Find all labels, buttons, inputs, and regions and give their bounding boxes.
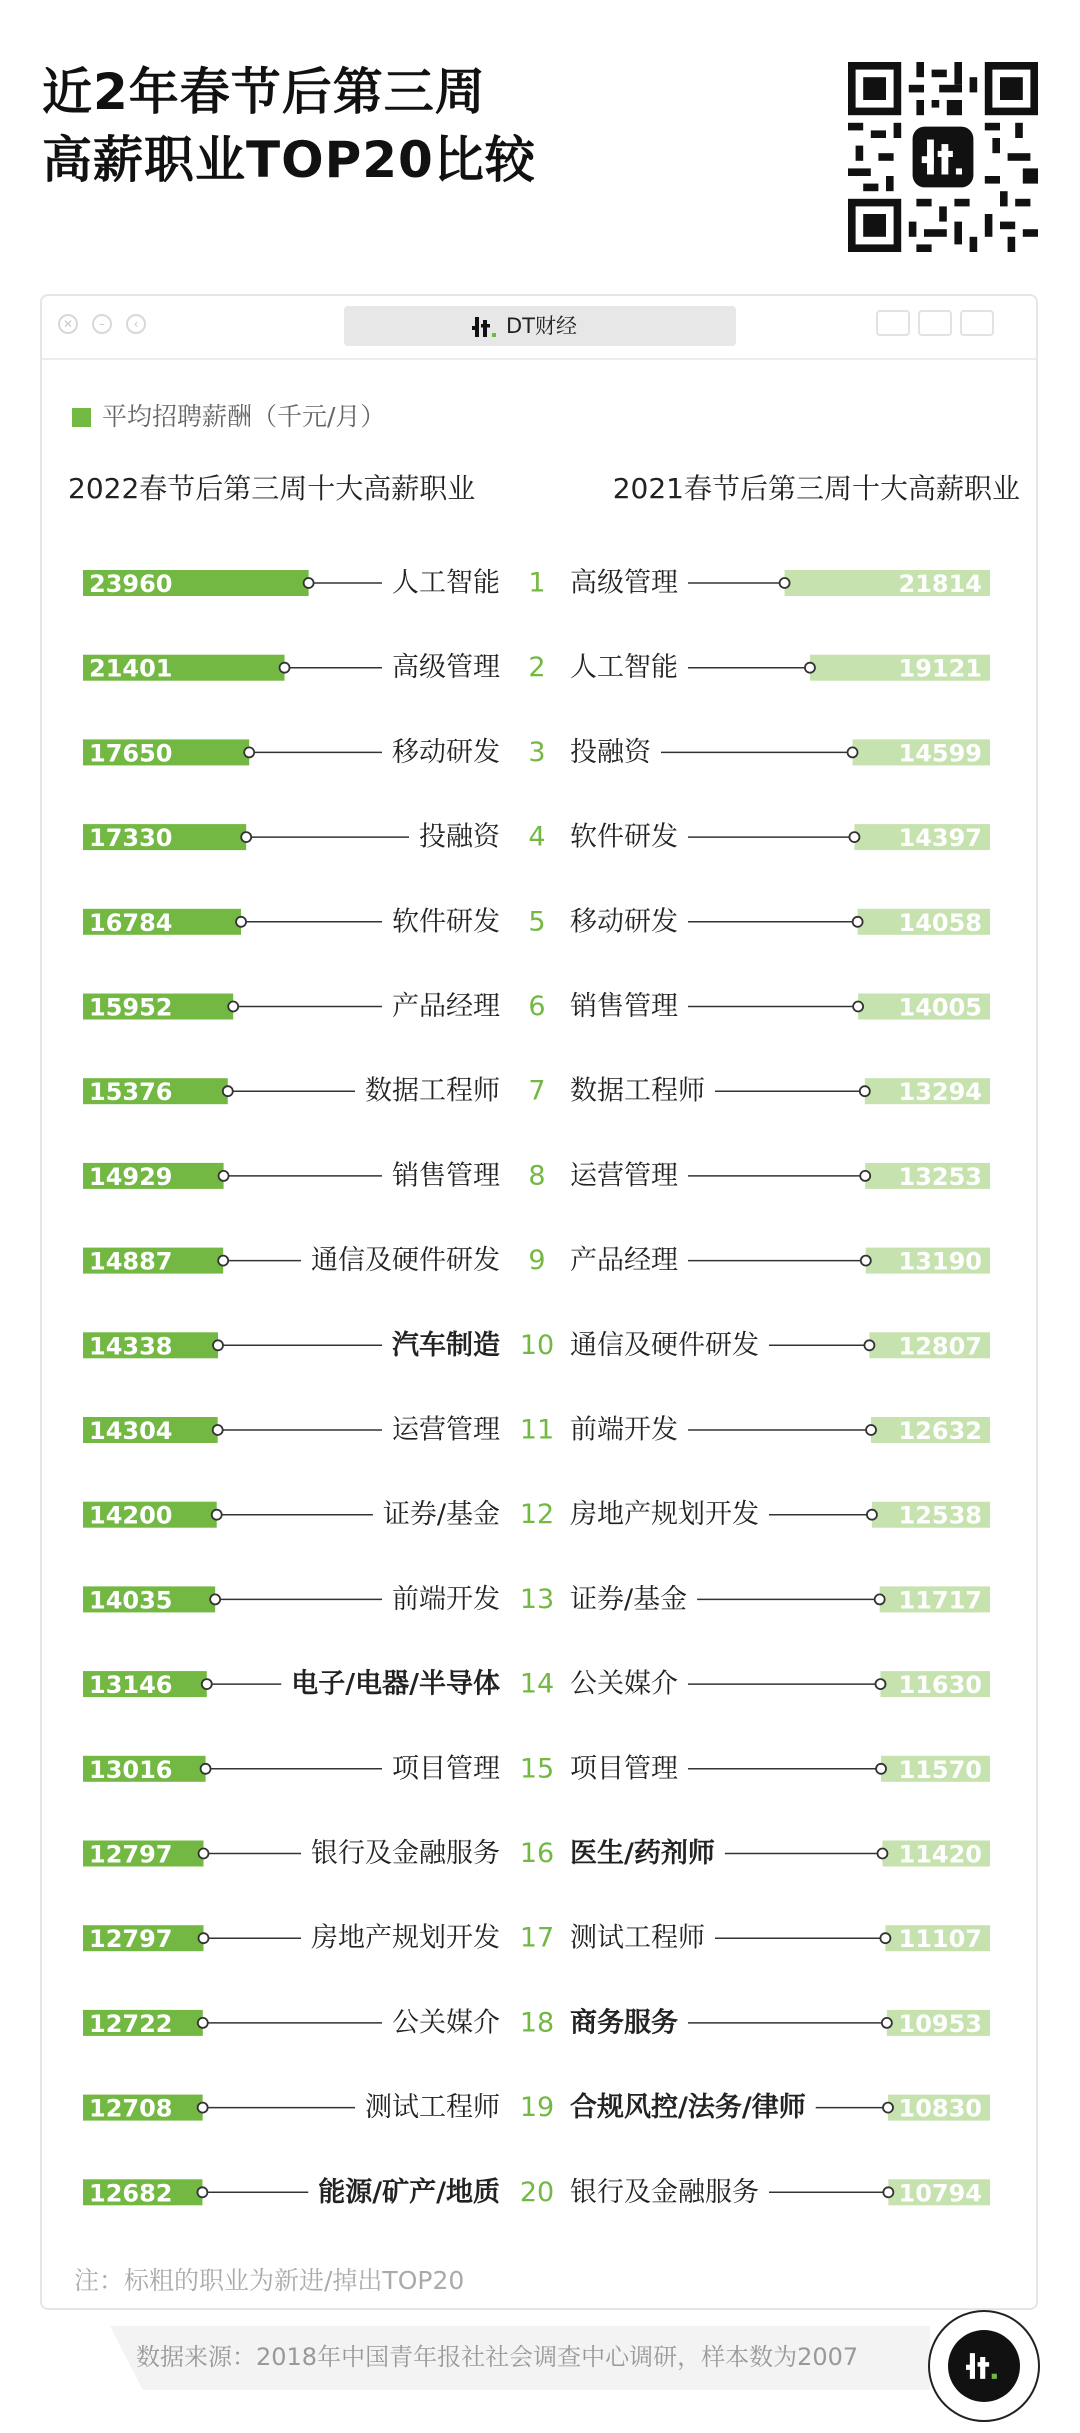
right-value-label: 10794	[898, 2179, 982, 2208]
left-job-label: 电子/电器/半导体	[291, 1668, 500, 1700]
right-job-label: 房地产规划开发	[570, 1499, 759, 1531]
rank-label: 5	[528, 906, 546, 938]
right-job-label: 商务服务	[570, 2007, 678, 2039]
right-marker	[853, 917, 863, 927]
right-marker	[866, 1425, 876, 1435]
left-job-label: 投融资	[419, 821, 500, 853]
left-value-label: 14887	[89, 1247, 173, 1276]
right-job-label: 移动研发	[570, 906, 678, 938]
rank-label: 15	[519, 1753, 555, 1785]
right-job-label: 投融资	[570, 736, 651, 768]
left-job-label: 银行及金融服务	[311, 1838, 500, 1869]
right-marker	[848, 747, 858, 757]
rank-label: 12	[519, 1499, 555, 1531]
right-job-label: 销售管理	[570, 991, 678, 1022]
right-job-label: 产品经理	[570, 1245, 678, 1277]
right-value-label: 12807	[898, 1332, 982, 1361]
legend-label: 平均招聘薪酬（千元/月）	[102, 402, 386, 431]
rank-label: 14	[519, 1668, 555, 1700]
rank-label: 2	[528, 652, 546, 684]
left-value-label: 16784	[89, 908, 173, 937]
left-job-label: 前端开发	[392, 1583, 500, 1615]
right-marker	[860, 1171, 870, 1181]
rank-label: 6	[528, 991, 546, 1022]
left-job-label: 软件研发	[392, 906, 500, 938]
left-series-title: 2022春节后第三周十大高薪职业	[68, 472, 476, 505]
rank-label: 4	[528, 821, 546, 853]
left-value-label: 15952	[89, 993, 173, 1022]
left-job-label: 项目管理	[392, 1753, 500, 1785]
left-value-label: 12797	[89, 1925, 173, 1954]
left-marker	[304, 578, 314, 588]
left-value-label: 15376	[89, 1078, 173, 1107]
left-value-label: 17330	[89, 824, 173, 853]
right-value-label: 14599	[898, 739, 982, 768]
right-marker	[867, 1510, 877, 1520]
close-icon[interactable]: ✕	[58, 314, 78, 334]
left-job-label: 运营管理	[392, 1414, 500, 1446]
right-value-label: 14397	[898, 824, 982, 853]
left-marker	[210, 1594, 220, 1604]
right-marker	[805, 663, 815, 673]
right-marker	[780, 578, 790, 588]
left-marker	[201, 1764, 211, 1774]
left-marker	[202, 1679, 212, 1689]
right-marker	[880, 1933, 890, 1943]
dt-badge[interactable]	[928, 2310, 1040, 2422]
left-job-label: 测试工程师	[365, 2092, 500, 2124]
left-marker	[218, 1256, 228, 1266]
rank-label: 13	[519, 1583, 555, 1615]
left-marker	[199, 1849, 209, 1859]
right-job-label: 合规风控/法务/律师	[570, 2092, 806, 2124]
rank-label: 8	[528, 1160, 546, 1192]
rank-label: 18	[519, 2007, 555, 2039]
left-job-label: 证券/基金	[382, 1499, 500, 1531]
right-marker	[849, 832, 859, 842]
left-marker	[244, 747, 254, 757]
left-job-label: 移动研发	[392, 736, 500, 768]
right-marker	[853, 1002, 863, 1012]
right-marker	[875, 1594, 885, 1604]
rank-label: 9	[528, 1245, 546, 1277]
right-series-title: 2021春节后第三周十大高薪职业	[612, 472, 1020, 505]
left-marker	[219, 1171, 229, 1181]
right-job-label: 项目管理	[570, 1753, 678, 1785]
right-marker	[860, 1086, 870, 1096]
right-value-label: 11630	[898, 1671, 982, 1700]
left-value-label: 17650	[89, 739, 173, 768]
left-marker	[213, 1425, 223, 1435]
title-line-2: 高薪职业TOP20比较	[42, 131, 536, 189]
right-job-label: 通信及硬件研发	[570, 1329, 759, 1361]
right-marker	[876, 1764, 886, 1774]
left-marker	[223, 1086, 233, 1096]
right-job-label: 测试工程师	[570, 1922, 705, 1954]
right-job-label: 医生/药剂师	[570, 1838, 715, 1869]
right-job-label: 软件研发	[570, 821, 678, 853]
right-value-label: 21814	[898, 570, 982, 598]
right-job-label: 证券/基金	[570, 1583, 688, 1615]
left-marker	[212, 1510, 222, 1520]
right-marker	[883, 2187, 893, 2197]
right-marker	[864, 1340, 874, 1350]
left-marker	[199, 1933, 209, 1943]
left-value-label: 14200	[89, 1501, 173, 1530]
left-value-label: 12682	[89, 2179, 173, 2208]
left-value-label: 21401	[89, 654, 173, 683]
rank-label: 11	[519, 1414, 555, 1446]
rank-label: 7	[528, 1075, 546, 1107]
left-value-label: 12797	[89, 1840, 173, 1869]
right-marker	[883, 2103, 893, 2113]
left-value-label: 13146	[89, 1671, 173, 1700]
left-job-label: 数据工程师	[365, 1075, 500, 1107]
left-value-label: 12708	[89, 2094, 173, 2123]
right-job-label: 公关媒介	[570, 1668, 678, 1700]
footnote: 注：标粗的职业为新进/掉出TOP20	[74, 2266, 465, 2295]
left-job-label: 房地产规划开发	[311, 1922, 500, 1954]
minimize-icon[interactable]: –	[92, 314, 112, 334]
data-source: 数据来源：2018年中国青年报社社会调查中心调研，样本数为2007	[136, 2343, 859, 2371]
left-value-label: 14035	[89, 1586, 173, 1615]
right-value-label: 11570	[898, 1755, 982, 1784]
right-value-label: 12538	[898, 1501, 982, 1530]
left-job-label: 产品经理	[392, 991, 500, 1022]
left-value-label: 12722	[89, 2009, 173, 2038]
right-marker	[877, 1849, 887, 1859]
left-marker	[197, 2187, 207, 2197]
right-job-label: 前端开发	[570, 1414, 678, 1446]
left-marker	[198, 2103, 208, 2113]
left-job-label: 公关媒介	[392, 2007, 500, 2039]
right-value-label: 13190	[898, 1247, 982, 1276]
rank-label: 16	[519, 1838, 555, 1869]
right-value-label: 13253	[898, 1162, 982, 1191]
left-marker	[241, 832, 251, 842]
right-marker	[882, 2018, 892, 2028]
tab-title: DT财经	[506, 314, 577, 338]
left-marker	[198, 2018, 208, 2028]
left-marker	[213, 1340, 223, 1350]
right-value-label: 11717	[898, 1586, 982, 1615]
rank-label: 1	[528, 567, 546, 599]
right-job-label: 银行及金融服务	[570, 2176, 759, 2208]
right-marker	[875, 1679, 885, 1689]
right-job-label: 运营管理	[570, 1160, 678, 1192]
left-value-label: 14338	[89, 1332, 173, 1361]
left-value-label: 14929	[89, 1162, 173, 1191]
right-job-label: 高级管理	[570, 567, 678, 599]
rank-label: 3	[528, 736, 546, 768]
right-value-label: 13294	[898, 1078, 982, 1107]
left-marker	[228, 1002, 238, 1012]
right-value-label: 14058	[898, 908, 982, 937]
left-job-label: 汽车制造	[392, 1329, 500, 1361]
rank-label: 10	[519, 1329, 555, 1361]
rank-label: 17	[519, 1922, 555, 1954]
right-job-label: 数据工程师	[570, 1075, 705, 1107]
left-job-label: 销售管理	[392, 1160, 500, 1192]
left-job-label: 人工智能	[392, 567, 500, 599]
title-line-1: 近2年春节后第三周	[42, 63, 486, 121]
left-value-label: 13016	[89, 1755, 173, 1784]
right-value-label: 10953	[898, 2009, 982, 2038]
rank-label: 20	[519, 2176, 555, 2208]
left-value-label: 14304	[89, 1417, 173, 1445]
rank-label: 19	[519, 2092, 555, 2124]
right-value-label: 11107	[898, 1925, 982, 1954]
restore-icon[interactable]: ‹	[126, 314, 146, 334]
right-value-label: 11420	[898, 1840, 982, 1869]
left-value-label: 23960	[89, 570, 173, 598]
left-job-label: 能源/矿产/地质	[318, 2176, 500, 2208]
right-value-label: 19121	[898, 654, 982, 683]
right-value-label: 12632	[898, 1417, 982, 1445]
left-marker	[236, 917, 246, 927]
dt-badge-inner	[948, 2330, 1020, 2402]
left-job-label: 高级管理	[392, 652, 500, 684]
left-job-label: 通信及硬件研发	[311, 1245, 500, 1277]
right-marker	[861, 1256, 871, 1266]
right-job-label: 人工智能	[570, 652, 678, 684]
dt-logo-icon	[966, 2350, 1002, 2382]
right-value-label: 14005	[898, 993, 982, 1022]
left-marker	[280, 663, 290, 673]
right-value-label: 10830	[898, 2094, 982, 2123]
